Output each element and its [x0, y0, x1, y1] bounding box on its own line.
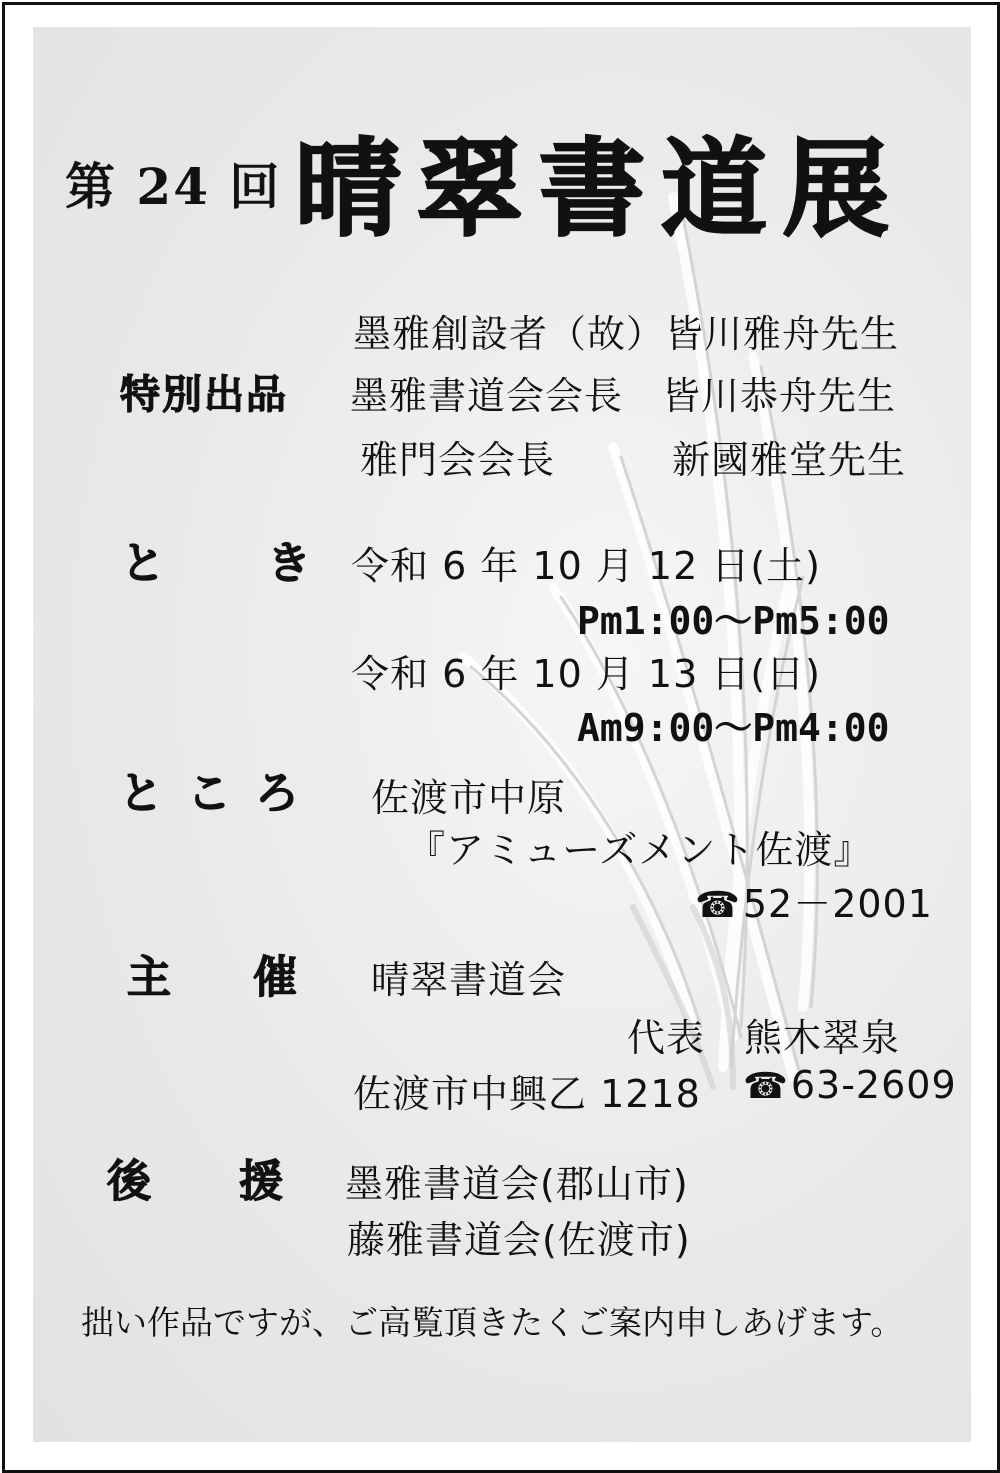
when-label-2: き: [267, 538, 311, 589]
where-phone: 52－2001: [742, 882, 933, 926]
when-day-1: 令和 6 年 10 月 12 日(土): [351, 544, 822, 588]
footer-message: 拙い作品ですが、ご高覧頂きたくご案内申しあげます。: [81, 1303, 904, 1342]
where-city: 佐渡市中原: [371, 776, 567, 820]
special-entry-1: 墨雅創設者（故）皆川雅舟先生: [353, 312, 900, 356]
support-label-2: 援: [239, 1156, 283, 1207]
support-org-1: 墨雅書道会(郡山市): [345, 1162, 689, 1206]
where-venue: 『アミューズメント佐渡』: [407, 828, 873, 872]
support-org-2: 藤雅書道会(佐渡市): [347, 1218, 691, 1262]
card-frame: [2, 2, 1000, 1473]
when-day-2: 令和 6 年 10 月 13 日(日): [351, 652, 822, 696]
telephone-icon: ☎: [695, 885, 741, 926]
host-label-1: 主: [127, 952, 171, 1003]
special-entry-2: 墨雅書道会会長 皆川恭舟先生: [350, 374, 897, 418]
telephone-icon: ☎: [743, 1066, 789, 1107]
when-label-1: と: [121, 538, 165, 589]
host-address: 佐渡市中興乙 1218: [353, 1072, 701, 1116]
when-time-1: Pm1:00～Pm5:00: [577, 599, 890, 643]
title-prefix: 第 24 回: [65, 157, 282, 216]
support-label-1: 後: [107, 1156, 151, 1207]
title-main: 晴翠書道展: [295, 126, 905, 251]
where-phone-line: [695, 873, 933, 928]
special-entry-3: 雅門会会長 新國雅堂先生: [360, 438, 907, 482]
where-label: ところ: [119, 768, 323, 819]
host-phone-line: [743, 1063, 957, 1107]
host-label-2: 催: [253, 952, 297, 1003]
host-phone: 63-2609: [790, 1063, 957, 1107]
host-rep: 代表 熊木翠泉: [627, 1016, 901, 1060]
host-name: 晴翠書道会: [371, 958, 567, 1002]
special-label: 特別出品: [120, 371, 288, 418]
when-time-2: Am9:00～Pm4:00: [577, 706, 890, 750]
